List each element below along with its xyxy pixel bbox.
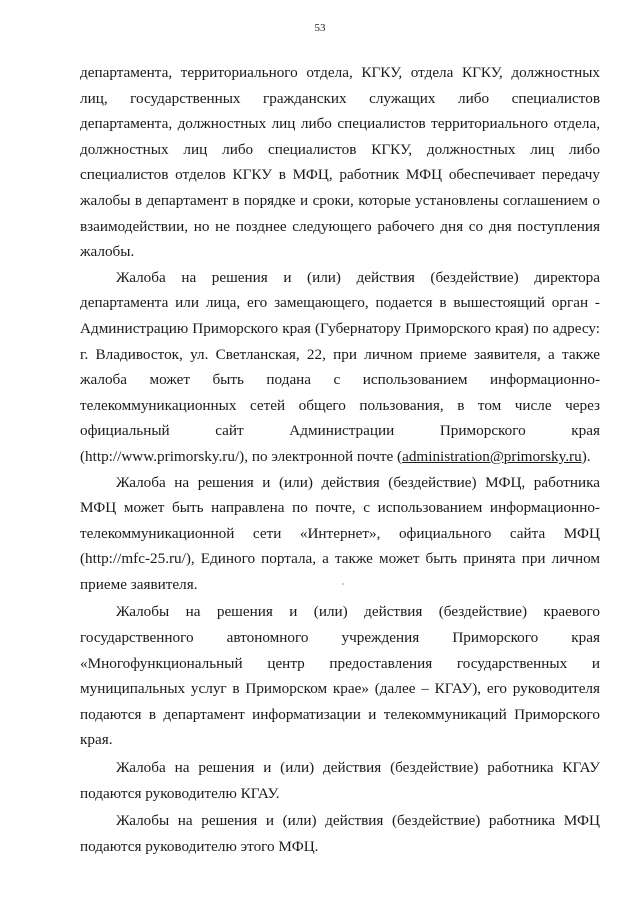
paragraph-complaint-mfc-worker: Жалобы на решения и (или) действия (бездействие) работника МФЦ подаются руководителю этого МФЦ. [80, 812, 600, 855]
paragraph-text: Жалоба на решения и (или) действия (бездействие) директора департамента или лица, его замещающего, подается в вышестоящий орган - Администрацию Приморского края (Губернатору Приморского края) по адресу: г. Владивосток, ул. Светланская, 22, при личном приеме заявителя, а также жалоба может быть подана с использованием информационно-телекоммуникационных сетей общего пользования, в том числе через официальный сайт Администрации Приморского края (http://www.primorsky.ru/), по электронной почте ( [80, 268, 600, 465]
paragraph-complaint-kgau-worker: Жалоба на решения и (или) действия (бездействие) работника КГАУ подаются руководителю КГАУ. [80, 759, 600, 802]
paragraph-complaint-director [80, 265, 600, 470]
email-link[interactable]: administration@primorsky.ru [402, 447, 582, 465]
paragraph-complaint-mfc: Жалоба на решения и (или) действия (бездействие) МФЦ, работника МФЦ может быть направлена по почте, с использованием информационно-телекоммуникационной сети «Интернет», официального сайта МФЦ (http://mfc-25.ru/), Единого портала, а также может быть принята при личном приеме заявителя. [80, 473, 600, 593]
paragraph-text: ). [581, 447, 591, 465]
paragraph-complaint-kgau: Жалобы на решения и (или) действия (бездействие) краевого государственного автономного учреждения Приморского края «Многофункциональный центр предоставления государственных и муниципальных услуг в Приморском крае» (далее – КГАУ), его руководителя подаются в департамент информатизации и телекоммуникаций Приморского края. [80, 603, 600, 749]
scan-artifact-dot [342, 583, 344, 585]
paragraph-continuation: департамента, территориального отдела, КГКУ, отдела КГКУ, должностных лиц, государственных гражданских служащих либо специалистов департамента, должностных лиц либо специалистов территориального отдела, должностных лиц либо специалистов КГКУ, должностных лиц либо специалистов отделов КГКУ в МФЦ, работник МФЦ обеспечивает передачу жалобы в департамент в порядке и сроки, которые установлены соглашением о взаимодействии, но не позднее следующего рабочего дня со дня поступления жалобы. [80, 64, 600, 261]
document-body [80, 60, 600, 859]
page-number: 53 [314, 22, 326, 34]
